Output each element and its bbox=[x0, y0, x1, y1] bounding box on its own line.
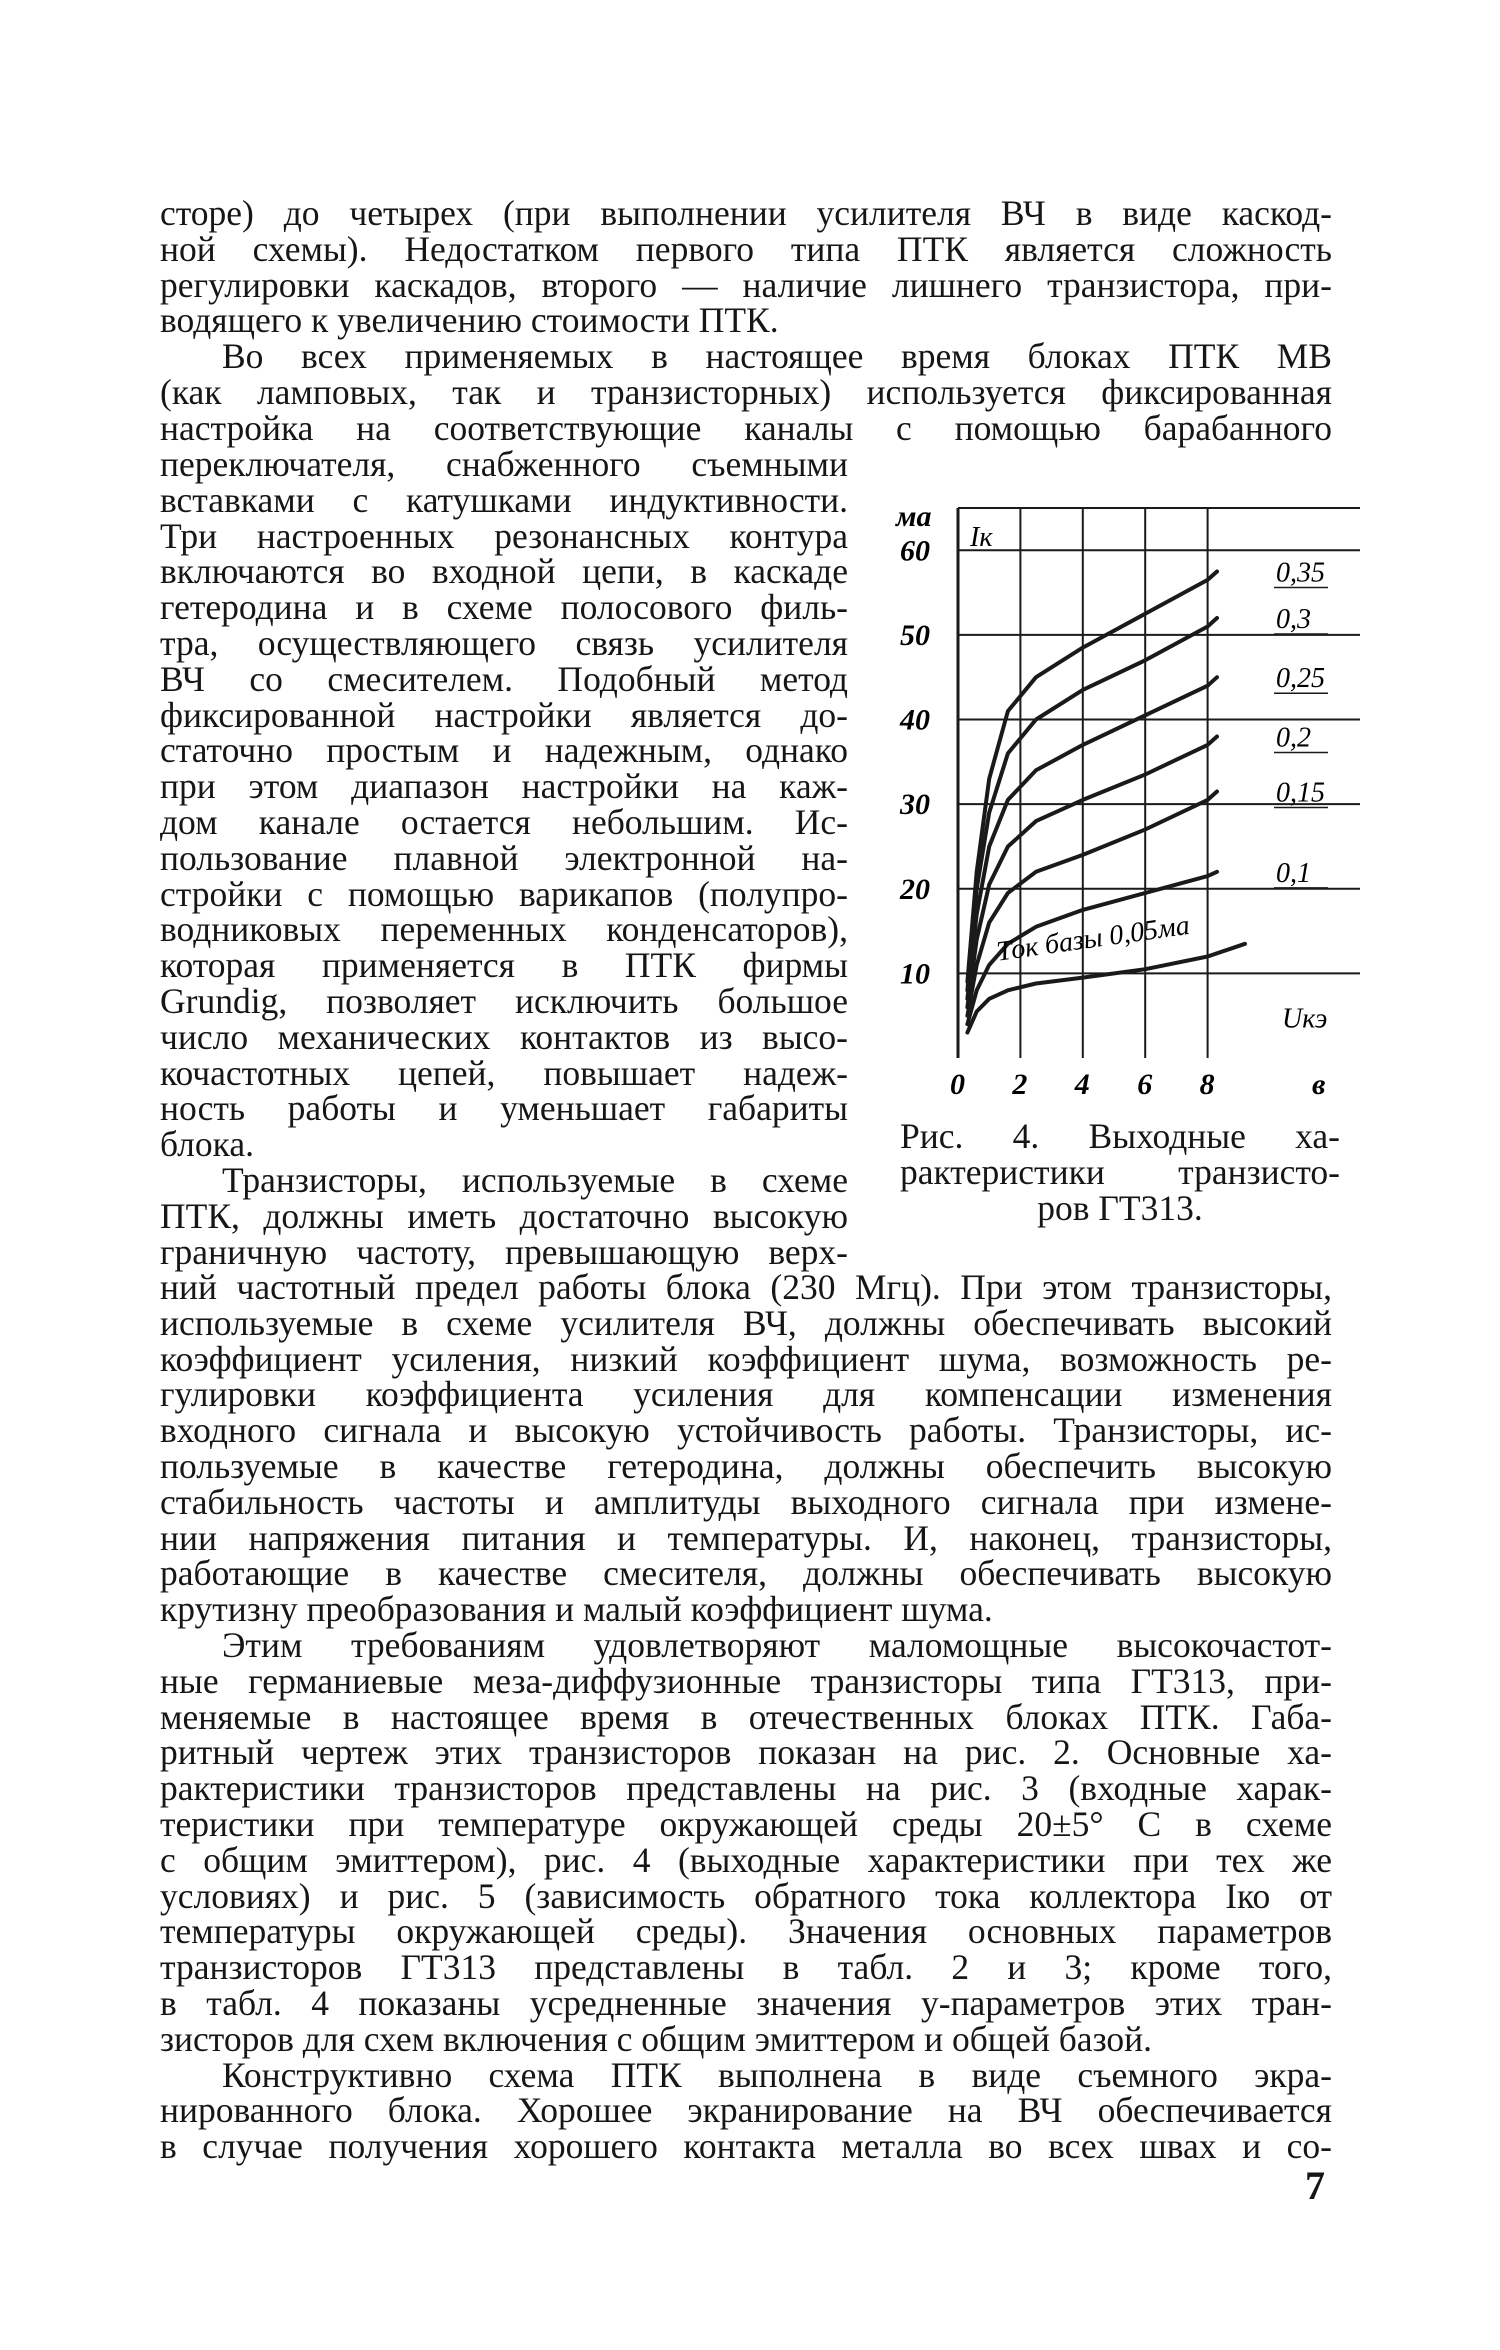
text-line: вставками с катушками индуктивности. bbox=[160, 479, 848, 520]
text-line: переключателя, снабженного съемными bbox=[160, 444, 848, 484]
caption-line: ров ГТ313. bbox=[1037, 1188, 1203, 1228]
text-line: крутизну преобразования и малый коэффициент шума. bbox=[160, 1589, 993, 1630]
x-axis-label: Uкэ bbox=[1282, 1003, 1328, 1035]
x-tick-label: 8 bbox=[1199, 1068, 1215, 1098]
text-line: коэффициент усиления, низкий коэффициент шума, возможность ре- bbox=[160, 1338, 1332, 1379]
text-line: которая применяется в ПТК фирмы bbox=[160, 945, 848, 986]
text-line: Этим требованиям удовлетворяют маломощные высокочастот- bbox=[222, 1624, 1332, 1665]
text-line: ной схемы). Недостатком первого типа ПТК является сложность bbox=[160, 228, 1332, 269]
text-line: водниковых переменных конденсаторов), bbox=[160, 909, 848, 950]
caption-line: рактеристики транзисто- bbox=[900, 1152, 1340, 1192]
text-line: статочно простым и надежным, однако bbox=[160, 730, 848, 771]
text-line: при этом диапазон настройки на каж- bbox=[160, 766, 848, 807]
text-line: зисторов для схем включения с общим эмиттером и общей базой. bbox=[160, 2018, 1153, 2059]
text-line: ПТК, должны иметь достаточно высокую bbox=[160, 1195, 848, 1236]
curve-label: 0,25 bbox=[1276, 663, 1325, 695]
text-line: транзисторов ГТ313 представлены в табл. 2 и 3; кроме того, bbox=[160, 1947, 1332, 1988]
text-line: нии напряжения питания и температуры. И, наконец, транзисторы, bbox=[160, 1517, 1332, 1558]
text-line: пользование плавной электронной на- bbox=[160, 837, 848, 878]
y-unit-label: ма bbox=[896, 500, 932, 533]
y-tick-label: 40 bbox=[900, 703, 930, 737]
text-line: Grundig, позволяет исключить большое bbox=[160, 980, 848, 1021]
text-line: (как ламповых, так и транзисторных) используется фиксированная bbox=[160, 371, 1332, 412]
text-line: ВЧ со смесителем. Подобный метод bbox=[160, 658, 848, 699]
text-line: настройка на соответствующие каналы с помощью барабанного bbox=[160, 407, 1332, 448]
curve-label: 0,2 bbox=[1276, 722, 1311, 754]
text-line: Во всех применяемых в настоящее время блоках ПТК МВ bbox=[222, 336, 1332, 377]
text-line: число механических контактов из высо- bbox=[160, 1016, 848, 1057]
curve-label: 0,35 bbox=[1276, 557, 1325, 589]
text-line: кочастотных цепей, повышает надеж- bbox=[160, 1052, 848, 1093]
y-tick-label: 10 bbox=[900, 957, 930, 991]
text-line: рактеристики транзисторов представлены на рис. 3 (входные харак- bbox=[160, 1768, 1332, 1809]
y-tick-label: 20 bbox=[900, 872, 930, 906]
x-tick-label: 0 bbox=[950, 1068, 965, 1098]
text-line: Три настроенных резонансных контура bbox=[160, 515, 848, 556]
text-line: с общим эмиттером), рис. 4 (выходные характеристики при тех же bbox=[160, 1839, 1332, 1880]
text-line: ные германиевые меза-диффузионные транзисторы типа ГТ313, при- bbox=[160, 1660, 1332, 1701]
bottom-text-block bbox=[160, 1267, 1332, 2167]
text-line: фиксированной настройки является до- bbox=[160, 694, 848, 735]
text-line: гулировки коэффициента усиления для компенсации изменения bbox=[160, 1374, 1332, 1415]
text-line: в случае получения хорошего контакта металла во всех швах и со- bbox=[160, 2126, 1332, 2167]
text-line: нированного блока. Хорошее экранирование на ВЧ обеспечивается bbox=[160, 2090, 1332, 2131]
figure-4-chart bbox=[880, 478, 1360, 1098]
text-line: водящего к увеличению стоимости ПТК. bbox=[160, 300, 779, 341]
x-tick-label: 2 bbox=[1012, 1068, 1028, 1098]
curve-label: 0,1 bbox=[1276, 857, 1311, 889]
y-tick-label: 30 bbox=[900, 788, 930, 822]
text-line: используемые в схеме усилителя ВЧ, должны обеспечивать высокий bbox=[160, 1302, 1332, 1343]
text-line: ность работы и уменьшает габариты bbox=[160, 1088, 848, 1129]
narrow-text-block bbox=[160, 444, 848, 1272]
text-line: ний частотный предел работы блока (230 Мгц). При этом транзисторы, bbox=[160, 1267, 1332, 1307]
text-line: дом канале остается небольшим. Ис- bbox=[160, 801, 848, 842]
text-line: стройки с помощью варикапов (полупро- bbox=[160, 873, 848, 914]
text-line: включаются во входной цепи, в каскаде bbox=[160, 551, 848, 592]
x-tick-label: в bbox=[1312, 1068, 1326, 1098]
text-line: условиях) и рис. 5 (зависимость обратного тока коллектора Iко от bbox=[160, 1875, 1332, 1916]
chart-svg bbox=[880, 478, 1360, 1098]
text-line: меняемые в настоящее время в отечественных блоках ПТК. Габа- bbox=[160, 1696, 1332, 1737]
text-line: Транзисторы, используемые в схеме bbox=[222, 1159, 848, 1200]
text-line: гетеродина и в схеме полосового филь- bbox=[160, 587, 848, 628]
curve-label: 0,3 bbox=[1276, 604, 1311, 635]
top-text-block bbox=[160, 193, 1332, 448]
text-line: работающие в качестве смесителя, должны обеспечивать высокую bbox=[160, 1553, 1332, 1594]
text-line: в табл. 4 показаны усредненные значения y-параметров этих тран- bbox=[160, 1982, 1332, 2023]
text-line: теристики при температуре окружающей среды 20±5° С в схеме bbox=[160, 1803, 1332, 1844]
text-line: Конструктивно схема ПТК выполнена в виде съемного экра- bbox=[222, 2054, 1332, 2095]
base-current-annotation: Ток базы 0,05ма bbox=[994, 909, 1192, 968]
text-line: пользуемые в качестве гетеродина, должны обеспечить высокую bbox=[160, 1445, 1332, 1486]
text-line: блока. bbox=[160, 1124, 254, 1165]
text-line: температуры окружающей среды). Значения основных параметров bbox=[160, 1911, 1332, 1952]
caption-line: Рис. 4. Выходные ха- bbox=[900, 1116, 1340, 1156]
y-axis-label: Iк bbox=[970, 522, 993, 553]
page-number: 7 bbox=[1305, 2163, 1325, 2208]
curve-label: 0,15 bbox=[1276, 777, 1325, 809]
x-tick-label: 6 bbox=[1137, 1068, 1153, 1098]
figure-caption bbox=[900, 1118, 1340, 1226]
text-line: ритный чертеж этих транзисторов показан на рис. 2. Основные ха- bbox=[160, 1732, 1332, 1773]
curve-ib-0-15 bbox=[967, 792, 1217, 1016]
text-line: регулировки каскадов, второго — наличие лишнего транзистора, при- bbox=[160, 264, 1332, 305]
text-line: граничную частоту, превышающую верх- bbox=[160, 1231, 848, 1272]
y-tick-label: 50 bbox=[900, 618, 930, 652]
text-line: стабильность частоты и амплитуды выходного сигнала при измене- bbox=[160, 1481, 1332, 1522]
text-line: входного сигнала и высокую устойчивость работы. Транзисторы, ис- bbox=[160, 1410, 1332, 1451]
text-line: тра, осуществляющего связь усилителя bbox=[160, 622, 848, 663]
y-tick-label: 60 bbox=[900, 534, 930, 568]
x-tick-label: 4 bbox=[1074, 1068, 1090, 1098]
text-line: сторе) до четырех (при выполнении усилителя ВЧ в виде каскод- bbox=[160, 193, 1332, 233]
